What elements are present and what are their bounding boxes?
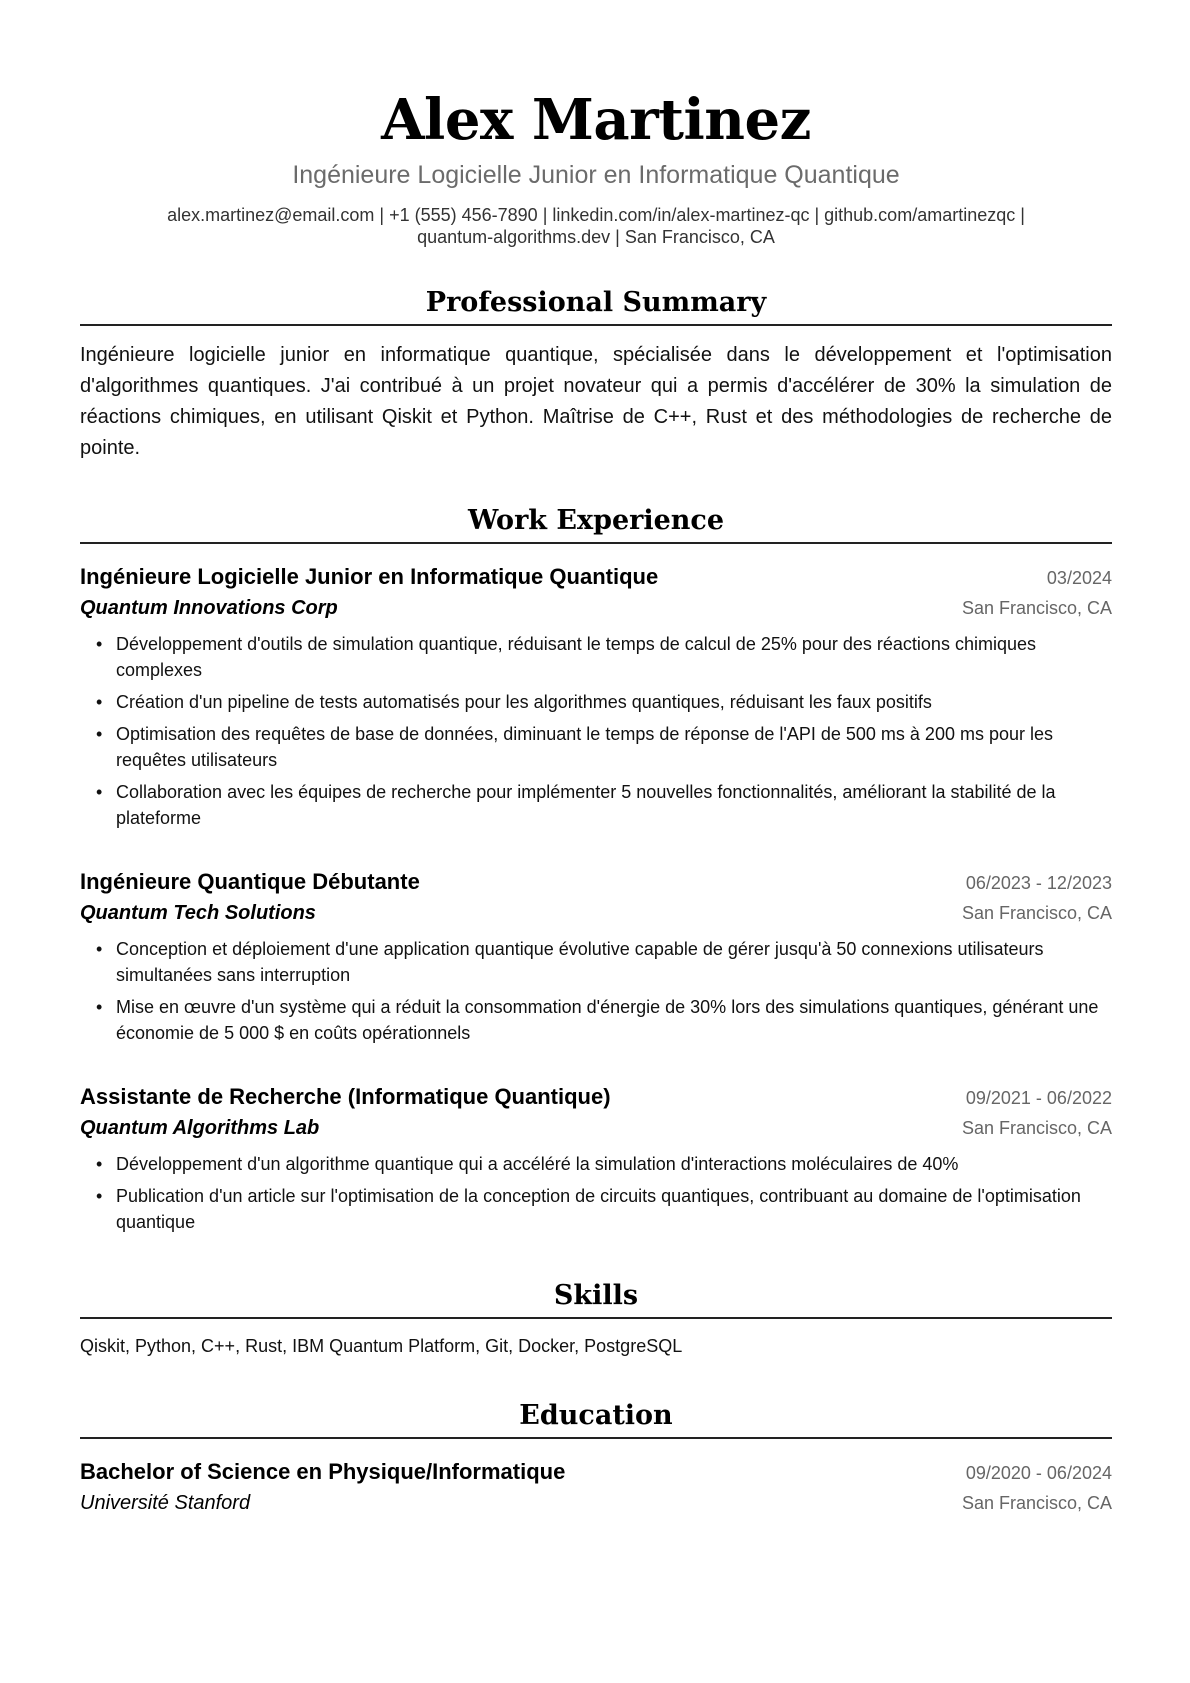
experience-heading: Work Experience — [80, 504, 1112, 544]
job-bullet: • Conception et déploiement d'une application quantique évolutive capable de gérer jusqu'à 50 connexions utilisateurs simultanées sans interruption — [116, 936, 1112, 988]
job-bullet: • Création d'un pipeline de tests automatisés pour les algorithmes quantiques, réduisant les faux positifs — [116, 689, 1112, 715]
job-bullet: • Optimisation des requêtes de base de données, diminuant le temps de réponse de l'API de 500 ms à 200 ms pour les requêtes utilisateurs — [116, 721, 1112, 773]
job-date: 06/2023 - 12/2023 — [965, 873, 1112, 893]
skills-section — [80, 1279, 1112, 1359]
job-location: San Francisco, CA — [961, 598, 1112, 618]
job-date: 09/2021 - 06/2022 — [965, 1088, 1112, 1108]
summary-text: Ingénieure logicielle junior en informatique quantique, spécialisée dans le développement et l'optimisation d'algorithmes quantiques. J'ai contribué à un projet novateur qui a permis d'accélérer de 30% la simulation de réactions chimiques, en utilisant Qiskit et Python. Maîtrise de C++, Rust et des méthodologies de recherche de pointe. — [80, 344, 1112, 459]
summary-heading: Professional Summary — [80, 286, 1112, 326]
job-bullet: • Collaboration avec les équipes de recherche pour implémenter 5 nouvelles fonctionnalités, améliorant la stabilité de la plateforme — [116, 779, 1112, 831]
job-entry — [80, 562, 1112, 831]
job-location: San Francisco, CA — [961, 903, 1112, 923]
contact-line-1: alex.martinez@email.com | +1 (555) 456-7890 | linkedin.com/in/alex-martinez-qc | github.com/amartinezqc | — [167, 205, 1025, 225]
job-bullets — [80, 1151, 1112, 1235]
job-entry — [80, 867, 1112, 1046]
job-bullet: • Développement d'outils de simulation quantique, réduisant le temps de calcul de 25% pour des réactions chimiques complexes — [116, 631, 1112, 683]
job-title: Ingénieure Quantique Débutante — [80, 869, 420, 894]
job-entry — [80, 1082, 1112, 1235]
education-heading: Education — [80, 1399, 1112, 1439]
education-section — [80, 1399, 1112, 1518]
summary-section — [80, 286, 1112, 464]
candidate-name: Alex Martinez — [381, 87, 811, 153]
job-date: 03/2024 — [1046, 568, 1112, 588]
job-bullet: • Mise en œuvre d'un système qui a réduit la consommation d'énergie de 30% lors des simulations quantiques, générant une économie de 5 000 $ en coûts opérationnels — [116, 994, 1112, 1046]
candidate-headline: Ingénieure Logicielle Junior en Informatique Quantique — [292, 161, 900, 189]
education-location: San Francisco, CA — [961, 1493, 1112, 1513]
job-bullets — [80, 631, 1112, 831]
skills-heading: Skills — [80, 1279, 1112, 1319]
skills-list: Qiskit, Python, C++, Rust, IBM Quantum Platform, Git, Docker, PostgreSQL — [80, 1336, 683, 1356]
contact-info — [116, 204, 1076, 248]
job-bullet: • Développement d'un algorithme quantique qui a accéléré la simulation d'interactions moléculaires de 40% — [116, 1151, 1112, 1177]
contact-line-2: quantum-algorithms.dev | San Francisco, CA — [417, 227, 775, 247]
education-entry — [80, 1457, 1112, 1518]
job-bullets — [80, 936, 1112, 1046]
job-location: San Francisco, CA — [961, 1118, 1112, 1138]
job-title: Assistante de Recherche (Informatique Quantique) — [80, 1084, 611, 1109]
job-bullet: • Publication d'un article sur l'optimisation de la conception de circuits quantiques, contribuant au domaine de l'optimisation quantique — [116, 1183, 1112, 1235]
school-name: Université Stanford — [80, 1492, 251, 1514]
job-company: Quantum Tech Solutions — [80, 902, 316, 924]
experience-section — [80, 504, 1112, 1235]
job-title: Ingénieure Logicielle Junior en Informatique Quantique — [80, 564, 659, 589]
education-date: 09/2020 - 06/2024 — [965, 1463, 1112, 1483]
job-company: Quantum Innovations Corp — [80, 597, 338, 619]
job-company: Quantum Algorithms Lab — [80, 1117, 320, 1139]
resume-page — [80, 0, 1112, 1518]
degree-title: Bachelor of Science en Physique/Informatique — [80, 1459, 566, 1484]
